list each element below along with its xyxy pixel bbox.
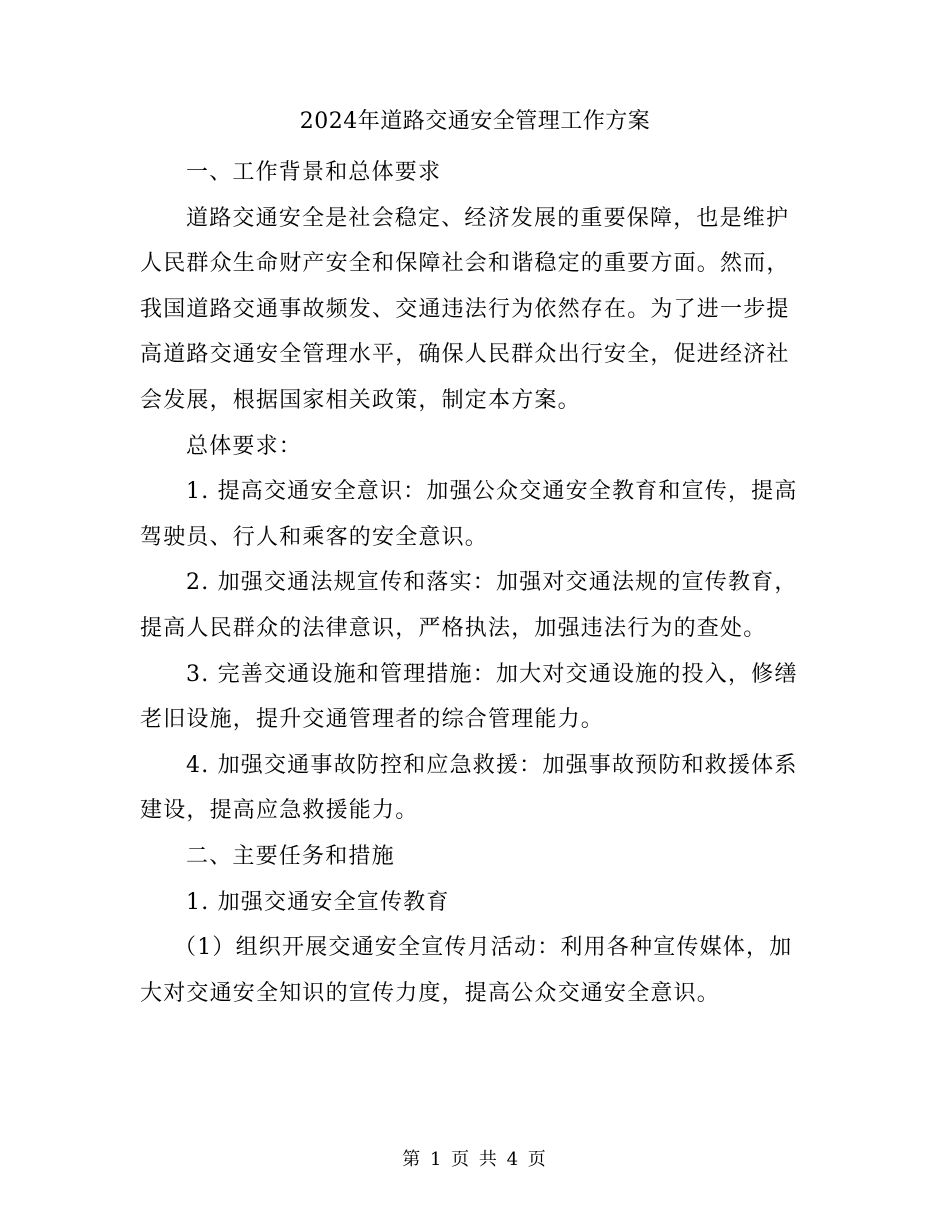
requirement-item-1: 1. 提高交通安全意识：加强公众交通安全教育和宣传，提高驾驶员、行人和乘客的安全意识。	[140, 479, 798, 550]
page-number: 第 1 页 共 4 页	[402, 1149, 548, 1170]
section-heading-1: 一、工作背景和总体要求	[186, 160, 442, 185]
document-body	[140, 150, 810, 1016]
background-paragraph: 道路交通安全是社会稳定、经济发展的重要保障，也是维护人民群众生命财产安全和保障社会和谐稳定的重要方面。然而，我国道路交通事故频发、交通违法行为依然存在。为了进一步提高道路交通安全管理水平，确保人民群众出行安全，促进经济社会发展，根据国家相关政策，制定本方案。	[140, 205, 790, 413]
document-title: 2024年道路交通安全管理工作方案	[299, 109, 651, 134]
section-heading-2: 二、主要任务和措施	[186, 843, 395, 869]
requirements-label: 总体要求：	[186, 433, 303, 459]
requirement-item-3: 3. 完善交通设施和管理措施：加大对交通设施的投入，修缮老旧设施，提升交通管理者的综合管理能力。	[140, 661, 798, 733]
task-heading-1: 1. 加强交通安全宣传教育	[186, 889, 450, 915]
task-subitem-1: （1）组织开展交通安全宣传月活动：利用各种宣传媒体，加大对交通安全知识的宣传力度，提高公众交通安全意识。	[140, 935, 793, 1006]
requirement-item-4: 4. 加强交通事故防控和应急救援：加强事故预防和救援体系建设，提高应急救援能力。	[140, 752, 798, 824]
requirement-item-2: 2. 加强交通法规宣传和落实：加强对交通法规的宣传教育，提高人民群众的法律意识，严格执法，加强违法行为的查处。	[140, 570, 798, 641]
